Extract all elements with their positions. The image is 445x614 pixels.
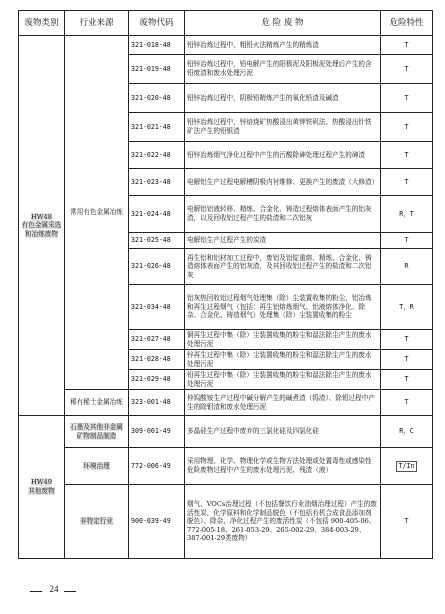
hazard-property: T: [381, 330, 433, 350]
waste-description: 铅锌冶炼过程中，铅电解产生的阳极泥及阳极泥处理后产生的含铅废渣和废水处理污泥: [185, 55, 381, 84]
waste-code: 321-020-48: [129, 84, 185, 113]
source-environmental-label: 环境治理: [83, 461, 110, 470]
source-nonspecific: [65, 485, 129, 559]
hazard-property: [381, 448, 433, 485]
hazard-property: T: [381, 142, 433, 169]
hazard-property: T: [381, 169, 433, 196]
waste-code: 321-018-48: [129, 36, 185, 55]
header-source: 行业来源: [65, 11, 129, 36]
page-footer: [30, 584, 90, 598]
hazard-property: T: [381, 233, 433, 249]
waste-description: 铅再生过程中集（除）尘装置收集的粉尘和湿法除尘产生的废水处理污泥: [185, 370, 381, 390]
source-graphite-label: 石墨及其他非金属矿物制品制造: [70, 422, 123, 440]
source-graphite: [65, 416, 129, 448]
waste-description: 铅锌冶炼过程中，锌焙烧矿热酸浸出黄钾铁矾法、热酸浸出针铁矿法产生的铅银渣: [185, 113, 381, 142]
hazard-property: T: [381, 113, 433, 142]
waste-code: 321-023-48: [129, 169, 185, 196]
waste-description: 再生铝和铝材加工过程中，废铝及铝锭重熔、精炼、合金化、铸造熔体表面产生的铝灰渣，及其回收铝过程产生的盐渣和二次铝灰: [185, 249, 381, 285]
category-hw49: [19, 416, 65, 559]
waste-description: 铅锌冶炼过程中，粗铅火法精炼产生的精炼渣: [185, 36, 381, 55]
waste-description: 电解铝生产过程产生的炭渣: [185, 233, 381, 249]
hazard-property: T: [381, 84, 433, 113]
footer-rule-left: [30, 591, 42, 592]
table-row: [19, 416, 433, 448]
hazardous-waste-table: [18, 10, 433, 559]
header-category: 废物类别: [19, 11, 65, 36]
waste-code: 323-001-48: [129, 390, 185, 416]
category-hw49-label: HW49 其他废物: [28, 478, 55, 495]
waste-description: 电解铝生产过程电解槽阴极内衬维修、更换产生的废渣（大修渣）: [185, 169, 381, 196]
waste-description: 多晶硅生产过程中废弃的三氯化硅及四氯化硅: [185, 416, 381, 448]
hazard-property: R，C: [381, 416, 433, 448]
hazard-property: R: [381, 249, 433, 285]
source-nonferrous: 常用有色金属冶炼: [65, 36, 129, 390]
header-hazard: 危险特性: [381, 11, 433, 36]
waste-code: 321-019-48: [129, 55, 185, 84]
source-environmental: [65, 448, 129, 485]
waste-code: 321-029-48: [129, 370, 185, 390]
waste-code: 321-025-48: [129, 233, 185, 249]
hazard-property: T，R: [381, 285, 433, 330]
source-nonspecific-label: 非特定行业: [80, 517, 113, 526]
hazard-property: T: [381, 55, 433, 84]
hazard-value: T/In: [396, 461, 418, 472]
waste-description: 铜再生过程中集（除）尘装置收集的粉尘和湿法除尘产生的废水处理污泥: [185, 330, 381, 350]
waste-code: 321-027-48: [129, 330, 185, 350]
table-row: [19, 36, 433, 55]
source-rare-earth: 稀有稀土金属冶炼: [65, 390, 129, 416]
page-number: 24: [49, 584, 59, 594]
waste-code: 309-001-49: [129, 416, 185, 448]
waste-description: 仲钨酸铵生产过程中碱分解产生的碱煮渣（钨渣）、除钼过程中产生的除钼渣和废水处理污泥: [185, 390, 381, 416]
category-hw48: [19, 36, 65, 416]
table-row: [19, 448, 433, 485]
waste-code: 321-034-48: [129, 285, 185, 330]
waste-description: 烟气、VOCs治理过程（不包括餐饮行业油烟治理过程）产生的废活性炭，化学原料和化学制品脱色（不包括有机合成食品添加剂脱色）、除杂、净化过程产生的废活性炭（不包括 900-405-06、772-005-18、261-053-29、265-002-29、384-003-29、387-001-29类废物）: [185, 485, 381, 559]
waste-description: 铅锌冶炼过程中，阴极铅精炼产生的氧化铅渣及碱渣: [185, 84, 381, 113]
hazard-property: T: [381, 370, 433, 390]
waste-description: 铝灰热回收铝过程烟气处理集（除）尘装置收集的粉尘，铝冶炼和再生过程烟气（包括：再生铝熔炼烟气、铝液熔体净化、除杂、合金化、铸造烟气）处理集（除）尘装置收集的粉尘: [185, 285, 381, 330]
waste-description: 采用物理、化学、物理化学或生物方法处理或处置毒性或感染性危险废物过程中产生的废水处理污泥、残渣（液）: [185, 448, 381, 485]
waste-code: 321-026-48: [129, 249, 185, 285]
hazard-property: T: [381, 36, 433, 55]
header-row: [19, 11, 433, 36]
waste-code: 321-021-48: [129, 113, 185, 142]
waste-description: 锌再生过程中集（除）尘装置收集的粉尘和湿法除尘产生的废水处理污泥: [185, 350, 381, 370]
footer-rule-right: [64, 591, 76, 592]
waste-description: 电解铝铝液转移、精炼、合金化、铸造过程熔体表面产生的铝灰渣，以及回收铝过程产生的盐渣和二次铝灰: [185, 196, 381, 233]
waste-code: 772-006-49: [129, 448, 185, 485]
hazard-property: T: [381, 350, 433, 370]
table-row: [19, 485, 433, 559]
waste-description: 铅锌冶炼烟气净化过程中产生的污酸除砷处理过程产生的砷渣: [185, 142, 381, 169]
category-hw48-label: HW48 有色金属采选和冶炼废物: [21, 212, 62, 238]
header-waste: 危 险 废 物: [185, 11, 381, 36]
waste-code: 321-028-48: [129, 350, 185, 370]
table-row: [19, 390, 433, 416]
waste-code: 900-039-49: [129, 485, 185, 559]
hazard-property: T: [381, 390, 433, 416]
waste-code: 321-022-48: [129, 142, 185, 169]
hazard-property: T: [381, 485, 433, 559]
hazard-property: R，T: [381, 196, 433, 233]
header-code: 废物代码: [129, 11, 185, 36]
waste-code: 321-024-48: [129, 196, 185, 233]
